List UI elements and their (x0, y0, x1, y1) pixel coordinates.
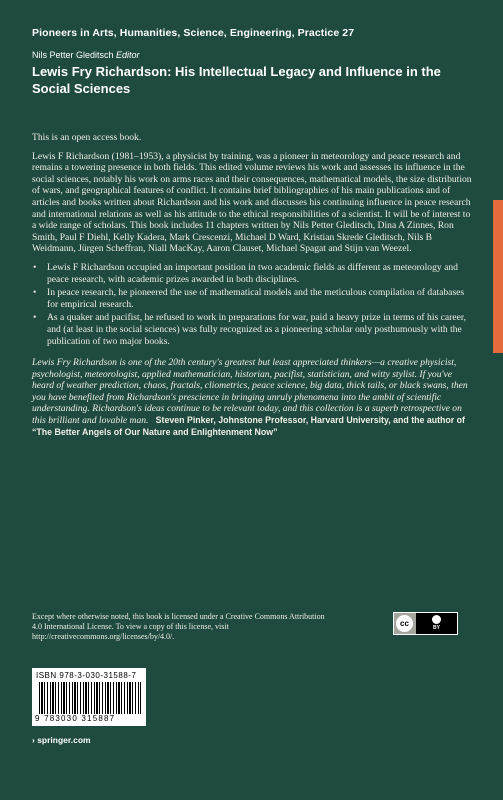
isbn-label: ISBN 978-3-030-31588-7 (36, 671, 137, 680)
cc-icon: cc (396, 615, 413, 632)
person-icon (432, 615, 441, 624)
barcode (32, 668, 146, 726)
attribution-icon (416, 613, 457, 634)
blurb (32, 132, 472, 445)
editor-role: Editor (116, 50, 140, 60)
open-access-note: This is an open access book. (32, 132, 142, 143)
list-item: • As a quaker and pacifist, he refused to work in preparations for war, paid a heavy prize in terms of his career, and (at least in the social sciences) was fully recognized as a pioneering scholar only posthumously with the publication of two major books. (47, 312, 472, 347)
book-title: Lewis Fry Richardson: His Intellectual Legacy and Influence in the Social Sciences (32, 64, 441, 96)
endorsement-quote (32, 357, 472, 438)
license-notice: Except where otherwise noted, this book is licensed under a Creative Commons Attribution 4.0 International License. To view a copy of this license, visit http://creativecommons.org/licenses/by/4.0/. (32, 612, 325, 641)
publisher-link[interactable]: › springer.com (32, 735, 91, 745)
series-title: Pioneers in Arts, Humanities, Science, Engineering, Practice 27 (32, 27, 355, 39)
list-item: • Lewis F Richardson occupied an important position in two academic fields as different as meteorology and peace research, with academic prizes awarded in both disciplines. (47, 262, 472, 285)
accent-tab (493, 200, 503, 353)
ean-number: 9 783030 315887 (35, 714, 116, 723)
quote-attribution: Steven Pinker, Johnstone Professor, Harvard University, and the author of “The Better Angels of Our Nature and Enlightenment Now” (32, 415, 465, 437)
editor-line (32, 50, 140, 60)
highlight-list (32, 262, 472, 347)
editor-name: Nils Petter Gleditsch (32, 50, 114, 60)
barcode-bars (39, 682, 141, 714)
list-item: • In peace research, he pioneered the use of mathematical models and the meticulous compilation of databases for empirical research. (47, 287, 472, 310)
description: Lewis F Richardson (1981–1953), a physicist by training, was a pioneer in meteorology and peace research and remains a towering presence in both fields. This edited volume reviews his work and assesses its influence in the social sciences, notably his work on arms races and their consequences, mathematical models, the size distribution of wars, and geographical features of conflict. It contains brief bibliographies of his main publications and of articles and books written about Richardson and his work and discusses his continuing influence in peace research and international relations as well as his attitude to the ethical responsibilities of a scientist. It will be of interest to a wide range of scholars. This book includes 11 chapters written by Nils Petter Gleditsch, Dina A Zinnes, Ron Smith, Paul F Diehl, Kelly Kadera, Mark Crescenzi, Michael D Ward, Kristian Skrede Gleditsch, Nils B Weidmann, Jürgen Scheffran, Niall MacKay, Aaron Clauset, Michael Spagat and Stijn van Weezel. (32, 150, 472, 255)
creative-commons-badge (393, 612, 458, 635)
quote-text: Lewis Fry Richardson is one of the 20th century's greatest but least appreciated thinkers—a creative physicist, psychologist, meteorologist, applied mathematician, historian, pacifist, statistician, and witty stylist. If you've heard of weather prediction, chaos, fractals, cliometrics, peace science, big data, thick tails, or black swans, then you have benefited from Richardson's prescience in bringing unruly phenomena into the ambit of scientific understanding. Richardson's ideas continue to be relevant today, and this collection is a superb retrospective on this brilliant and lovable man. (32, 357, 468, 427)
by-label: BY (433, 625, 440, 631)
